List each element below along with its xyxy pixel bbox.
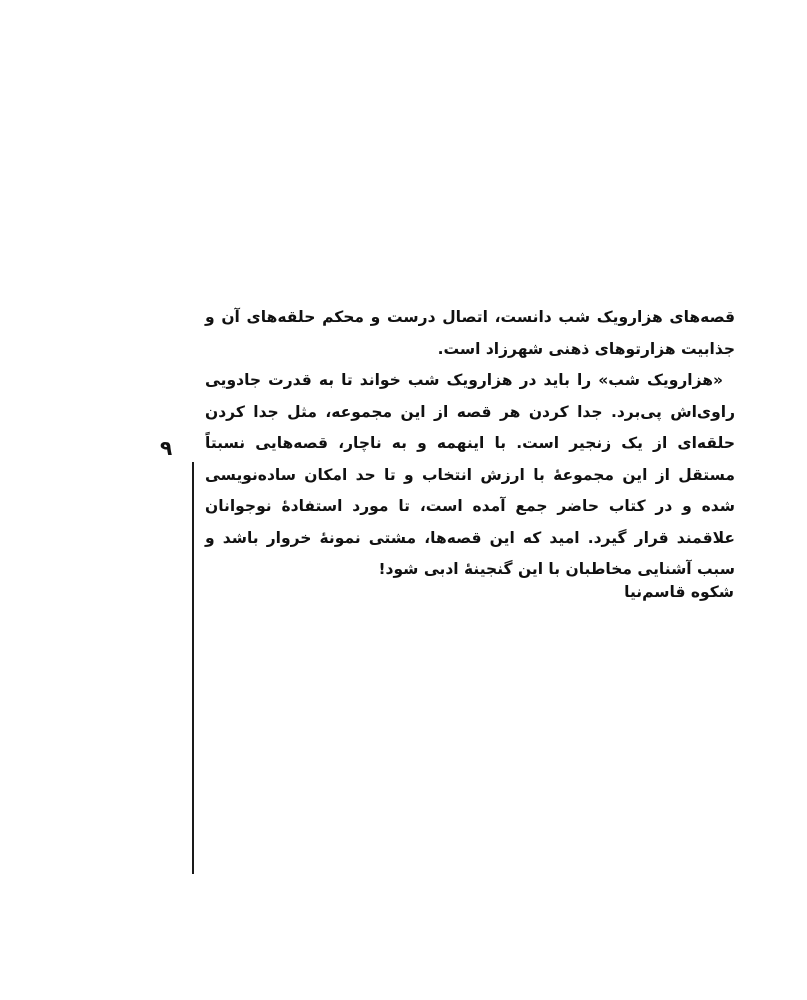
author-signature: شکوه قاسم‌نیا — [624, 583, 734, 601]
paragraph-1: قصه‌های هزارویک شب دانست، اتصال درست و محکم حلقه‌های آن و جذابیت هزارتوهای ذهنی شهرزاد است. — [205, 308, 735, 358]
body-text — [205, 302, 735, 586]
page-number: ۹ — [160, 436, 173, 460]
paragraph-2: «هزارویک شب» را باید در هزارویک شب خواند تا به قدرت جادویی راوی‌اش پی‌برد. جدا کردن هر قصه از این مجموعه، مثل جدا کردن حلقه‌ای از یک زنجیر است. با اینهمه و به ناچار، قصه‌هایی نسبتاً مستقل از این مجموعهٔ با ارزش انتخاب و تا حد امکان ساده‌نویسی شده و در کتاب حاضر جمع آمده است، تا مورد استفادهٔ نوجوانان علاقمند قرار گیرد. امید که این قصه‌ها، مشتی نمونهٔ خروار باشد و سبب آشنایی مخاطبان با این گنجینهٔ ادبی شود! — [205, 371, 735, 578]
margin-rule — [192, 462, 194, 874]
